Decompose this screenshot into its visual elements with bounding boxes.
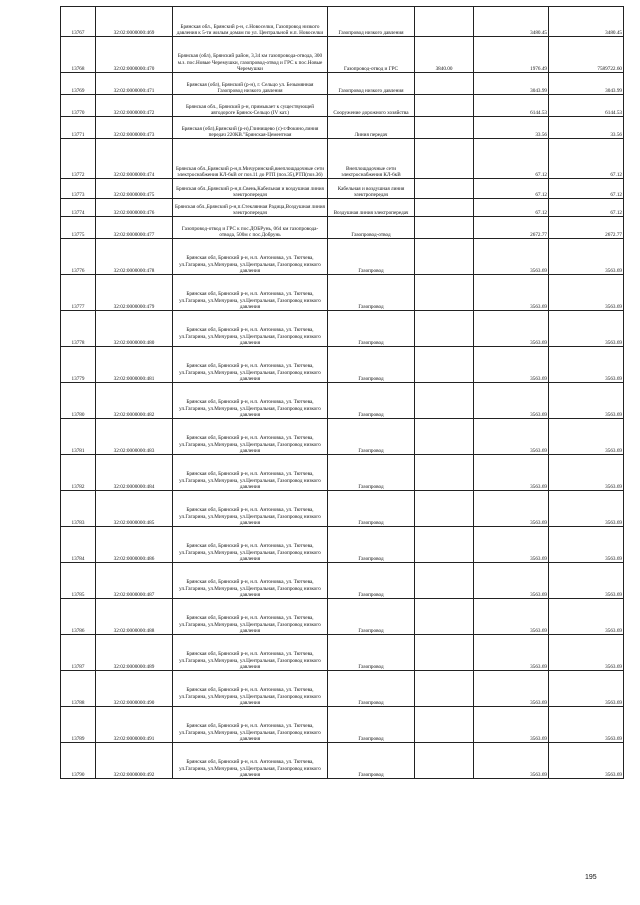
area-cell: [415, 743, 474, 779]
cadastral-value-cell: 33.56: [549, 117, 624, 139]
value-cell: 1976.49: [474, 37, 549, 73]
address-cell: Брянская обл, Брянский р-н, н.п. Антоновка, ул. Тютчева, ул.Гагарина, ул.Мичурина, ул.Центральная, Газопровод низкого давления: [173, 383, 328, 419]
object-name-cell: Кабельная и воздушная линия электропередач: [328, 179, 415, 199]
area-cell: [415, 239, 474, 275]
object-name-cell: Газопровод: [328, 599, 415, 635]
value-cell: 3043.99: [474, 73, 549, 95]
row-number-cell: 13790: [61, 743, 96, 779]
cadastral-number-cell: 32:02:0000000:479: [96, 275, 173, 311]
area-cell: [415, 707, 474, 743]
cadastral-value-cell: 3563.69: [549, 743, 624, 779]
page-number: 195: [585, 874, 597, 881]
table-row: [61, 73, 624, 95]
address-cell: Брянская обл, Брянский р-н, н.п. Антоновка, ул. Тютчева, ул.Гагарина, ул.Мичурина, ул.Центральная, Газопровод низкого давления: [173, 491, 328, 527]
object-name-cell: Газопровод-отвод: [328, 217, 415, 239]
value-cell: 67.12: [474, 199, 549, 217]
table-row: [61, 275, 624, 311]
object-name-cell: Линия передач: [328, 117, 415, 139]
cadastral-number-cell: 32:02:0000000:489: [96, 635, 173, 671]
table-row: [61, 311, 624, 347]
object-name-cell: Газопровод: [328, 527, 415, 563]
row-number-cell: 13768: [61, 37, 96, 73]
object-name-cell: Газопровод: [328, 707, 415, 743]
table-row: [61, 563, 624, 599]
table-row: [61, 179, 624, 199]
value-cell: 3563.69: [474, 635, 549, 671]
object-name-cell: Газопровод: [328, 743, 415, 779]
address-cell: Брянская обл, Брянский р-н, н.п. Антоновка, ул. Тютчева, ул.Гагарина, ул.Мичурина, ул.Центральная, Газопровод низкого давления: [173, 239, 328, 275]
value-cell: 2672.77: [474, 217, 549, 239]
table-row: [61, 491, 624, 527]
table-row: [61, 199, 624, 217]
area-cell: [415, 95, 474, 117]
object-name-cell: Газопровод низкого давления: [328, 7, 415, 37]
cadastral-value-cell: 3563.69: [549, 707, 624, 743]
cadastral-number-cell: 32:02:0000000:492: [96, 743, 173, 779]
row-number-cell: 13776: [61, 239, 96, 275]
row-number-cell: 13771: [61, 117, 96, 139]
cadastral-value-cell: 67.12: [549, 139, 624, 179]
row-number-cell: 13787: [61, 635, 96, 671]
address-cell: Брянская обл, Брянский р-н, н.п. Антоновка, ул. Тютчева, ул.Гагарина, ул.Мичурина, ул.Центральная, Газопровод низкого давления: [173, 707, 328, 743]
address-cell: Брянская обл.,Брянский р-н,п.Стеклянная Радица,Воздушная линия электропередач: [173, 199, 328, 217]
value-cell: 6144.53: [474, 95, 549, 117]
row-number-cell: 13781: [61, 419, 96, 455]
object-name-cell: Внеплощадочные сети электроснабжения КЛ-6кВ: [328, 139, 415, 179]
row-number-cell: 13778: [61, 311, 96, 347]
object-name-cell: Газопровод: [328, 635, 415, 671]
cadastral-value-cell: 2672.77: [549, 217, 624, 239]
area-cell: [415, 73, 474, 95]
value-cell: 3480.45: [474, 7, 549, 37]
cadastral-value-cell: 7589722.60: [549, 37, 624, 73]
address-cell: Брянская обл., Брянский р-н, с.Новоселки, Газопровод низкого давления к 5-ти жилым домам по ул. Центральной н.п. Новоселки: [173, 7, 328, 37]
cadastral-number-cell: 32:02:0000000:476: [96, 199, 173, 217]
cadastral-number-cell: 32:02:0000000:491: [96, 707, 173, 743]
table-row: [61, 239, 624, 275]
area-cell: [415, 527, 474, 563]
table-row: [61, 419, 624, 455]
address-cell: Газопровод-отвод и ГРС к пос.ДОБРунь, 064 км газопровода-отвода, 500м с пос.Добрунь: [173, 217, 328, 239]
object-name-cell: Газопровод: [328, 563, 415, 599]
value-cell: 67.12: [474, 179, 549, 199]
area-cell: [415, 383, 474, 419]
area-cell: [415, 599, 474, 635]
cadastral-number-cell: 32:02:0000000:469: [96, 7, 173, 37]
area-cell: [415, 179, 474, 199]
table-row: [61, 117, 624, 139]
value-cell: 33.56: [474, 117, 549, 139]
row-number-cell: 13785: [61, 563, 96, 599]
row-number-cell: 13780: [61, 383, 96, 419]
address-cell: Брянская обл, Брянский р-н, н.п. Антоновка, ул. Тютчева, ул.Гагарина, ул.Мичурина, ул.Центральная, Газопровод низкого давления: [173, 743, 328, 779]
cadastral-value-cell: 3563.69: [549, 563, 624, 599]
object-name-cell: Газопровод низкого давления: [328, 73, 415, 95]
table-row: [61, 743, 624, 779]
value-cell: 3563.69: [474, 455, 549, 491]
cadastral-number-cell: 32:02:0000000:473: [96, 117, 173, 139]
object-name-cell: Газопровод-отвод и ГРС: [328, 37, 415, 73]
address-cell: Брянская обл, Брянский р-н, н.п. Антоновка, ул. Тютчева, ул.Гагарина, ул.Мичурина, ул.Центральная, Газопровод низкого давления: [173, 419, 328, 455]
object-name-cell: Газопровод: [328, 311, 415, 347]
value-cell: 3563.69: [474, 743, 549, 779]
value-cell: 3563.69: [474, 419, 549, 455]
address-cell: Брянская обл, Брянский р-н, н.п. Антоновка, ул. Тютчева, ул.Гагарина, ул.Мичурина, ул.Центральная, Газопровод низкого давления: [173, 347, 328, 383]
cadastral-value-cell: 3563.69: [549, 671, 624, 707]
value-cell: 3563.69: [474, 527, 549, 563]
row-number-cell: 13770: [61, 95, 96, 117]
address-cell: Брянская обл., Брянский р-н, примыкает к существующей автодороге Брянск-Сельцо (IV кат.): [173, 95, 328, 117]
table-row: [61, 347, 624, 383]
table-row: [61, 95, 624, 117]
cadastral-number-cell: 32:02:0000000:472: [96, 95, 173, 117]
cadastral-value-cell: 3563.69: [549, 311, 624, 347]
table-row: [61, 217, 624, 239]
area-cell: 3840.00: [415, 37, 474, 73]
cadastral-number-cell: 32:02:0000000:485: [96, 491, 173, 527]
row-number-cell: 13786: [61, 599, 96, 635]
row-number-cell: 13767: [61, 7, 96, 37]
cadastral-value-cell: 6144.53: [549, 95, 624, 117]
table-row: [61, 635, 624, 671]
area-cell: [415, 491, 474, 527]
table-row: [61, 599, 624, 635]
cadastral-number-cell: 32:02:0000000:474: [96, 139, 173, 179]
cadastral-number-cell: 32:02:0000000:486: [96, 527, 173, 563]
address-cell: Брянская обл, Брянский р-н, н.п. Антоновка, ул. Тютчева, ул.Гагарина, ул.Мичурина, ул.Центральная, Газопровод низкого давления: [173, 527, 328, 563]
registry-table: [60, 6, 624, 779]
cadastral-value-cell: 67.12: [549, 199, 624, 217]
address-cell: Брянская обл, Брянский р-н, н.п. Антоновка, ул. Тютчева, ул.Гагарина, ул.Мичурина, ул.Центральная, Газопровод низкого давления: [173, 275, 328, 311]
row-number-cell: 13769: [61, 73, 96, 95]
cadastral-number-cell: 32:02:0000000:475: [96, 179, 173, 199]
cadastral-value-cell: 3480.45: [549, 7, 624, 37]
area-cell: [415, 275, 474, 311]
area-cell: [415, 311, 474, 347]
row-number-cell: 13773: [61, 179, 96, 199]
address-cell: Брянская обл, Брянский р-н, н.п. Антоновка, ул. Тютчева, ул.Гагарина, ул.Мичурина, ул.Центральная, Газопровод низкого давления: [173, 455, 328, 491]
row-number-cell: 13783: [61, 491, 96, 527]
area-cell: [415, 199, 474, 217]
address-cell: Брянская обл.,Брянский р-н,п.Свень,Кабельная и воздушная линия электропередач: [173, 179, 328, 199]
value-cell: 3563.69: [474, 563, 549, 599]
table-row: [61, 671, 624, 707]
table-row: [61, 455, 624, 491]
object-name-cell: Газопровод: [328, 383, 415, 419]
value-cell: 3563.69: [474, 707, 549, 743]
address-cell: Брянская обл, Брянский р-н, н.п. Антоновка, ул. Тютчева, ул.Гагарина, ул.Мичурина, ул.Центральная, Газопровод низкого давления: [173, 671, 328, 707]
address-cell: Брянская обл, Брянский р-н, н.п. Антоновка, ул. Тютчева, ул.Гагарина, ул.Мичурина, ул.Центральная, Газопровод низкого давления: [173, 635, 328, 671]
table-row: [61, 527, 624, 563]
row-number-cell: 13788: [61, 671, 96, 707]
value-cell: 3563.69: [474, 671, 549, 707]
row-number-cell: 13779: [61, 347, 96, 383]
address-cell: Брянская (обл),Брянский (р-н),Глинищево (с)-г.Фокино,линия передач 220КВ."Брянская-Цементная: [173, 117, 328, 139]
row-number-cell: 13789: [61, 707, 96, 743]
object-name-cell: Газопровод: [328, 671, 415, 707]
area-cell: [415, 419, 474, 455]
cadastral-number-cell: 32:02:0000000:471: [96, 73, 173, 95]
value-cell: 67.12: [474, 139, 549, 179]
row-number-cell: 13775: [61, 217, 96, 239]
address-cell: Брянская (обл), Брянский район, 3,34 км газопровода-отвода, 300 м.з. пос.Новые Черемушки, газопровод-отвод и ГРС к пос.Новые Черемушки: [173, 37, 328, 73]
cadastral-value-cell: 3563.69: [549, 635, 624, 671]
area-cell: [415, 117, 474, 139]
object-name-cell: Сооружение дорожного хозяйства: [328, 95, 415, 117]
value-cell: 3563.69: [474, 275, 549, 311]
cadastral-number-cell: 32:02:0000000:487: [96, 563, 173, 599]
area-cell: [415, 671, 474, 707]
area-cell: [415, 217, 474, 239]
cadastral-value-cell: 3563.69: [549, 527, 624, 563]
object-name-cell: Газопровод: [328, 419, 415, 455]
value-cell: 3563.69: [474, 383, 549, 419]
cadastral-number-cell: 32:02:0000000:483: [96, 419, 173, 455]
registry-table-body: [61, 7, 624, 779]
object-name-cell: Газопровод: [328, 491, 415, 527]
area-cell: [415, 347, 474, 383]
cadastral-number-cell: 32:02:0000000:470: [96, 37, 173, 73]
area-cell: [415, 455, 474, 491]
table-row: [61, 37, 624, 73]
area-cell: [415, 7, 474, 37]
cadastral-value-cell: 3563.69: [549, 275, 624, 311]
value-cell: 3563.69: [474, 599, 549, 635]
cadastral-number-cell: 32:02:0000000:478: [96, 239, 173, 275]
object-name-cell: Газопровод: [328, 347, 415, 383]
row-number-cell: 13777: [61, 275, 96, 311]
cadastral-value-cell: 3563.69: [549, 239, 624, 275]
address-cell: Брянская обл.,Брянский р-н,п.Мичуринский,внеплощадочные сети электроснабжения КЛ-6кВ от поз.11 до РТП (поз.35),РТП(поз.36): [173, 139, 328, 179]
object-name-cell: Газопровод: [328, 455, 415, 491]
cadastral-number-cell: 32:02:0000000:481: [96, 347, 173, 383]
cadastral-value-cell: 3563.69: [549, 419, 624, 455]
object-name-cell: Воздушная линия электропередач: [328, 199, 415, 217]
cadastral-value-cell: 3563.69: [549, 347, 624, 383]
cadastral-number-cell: 32:02:0000000:480: [96, 311, 173, 347]
table-row: [61, 7, 624, 37]
address-cell: Брянская обл, Брянский р-н, н.п. Антоновка, ул. Тютчева, ул.Гагарина, ул.Мичурина, ул.Центральная, Газопровод низкого давления: [173, 563, 328, 599]
table-row: [61, 383, 624, 419]
address-cell: Брянская (обл), Брянский (р-н), г. Сельцо ул. Безымянная Газопровод низкого давления: [173, 73, 328, 95]
cadastral-value-cell: 3043.99: [549, 73, 624, 95]
value-cell: 3563.69: [474, 239, 549, 275]
row-number-cell: 13772: [61, 139, 96, 179]
value-cell: 3563.69: [474, 491, 549, 527]
row-number-cell: 13784: [61, 527, 96, 563]
cadastral-value-cell: 3563.69: [549, 383, 624, 419]
cadastral-number-cell: 32:02:0000000:488: [96, 599, 173, 635]
cadastral-value-cell: 3563.69: [549, 455, 624, 491]
table-row: [61, 707, 624, 743]
object-name-cell: Газопровод: [328, 239, 415, 275]
area-cell: [415, 563, 474, 599]
object-name-cell: Газопровод: [328, 275, 415, 311]
area-cell: [415, 139, 474, 179]
value-cell: 3563.69: [474, 311, 549, 347]
address-cell: Брянская обл, Брянский р-н, н.п. Антоновка, ул. Тютчева, ул.Гагарина, ул.Мичурина, ул.Центральная, Газопровод низкого давления: [173, 311, 328, 347]
cadastral-number-cell: 32:02:0000000:477: [96, 217, 173, 239]
cadastral-number-cell: 32:02:0000000:482: [96, 383, 173, 419]
value-cell: 3563.69: [474, 347, 549, 383]
cadastral-value-cell: 3563.69: [549, 599, 624, 635]
cadastral-number-cell: 32:02:0000000:490: [96, 671, 173, 707]
table-row: [61, 139, 624, 179]
address-cell: Брянская обл, Брянский р-н, н.п. Антоновка, ул. Тютчева, ул.Гагарина, ул.Мичурина, ул.Центральная, Газопровод низкого давления: [173, 599, 328, 635]
area-cell: [415, 635, 474, 671]
row-number-cell: 13782: [61, 455, 96, 491]
cadastral-value-cell: 3563.69: [549, 491, 624, 527]
cadastral-number-cell: 32:02:0000000:484: [96, 455, 173, 491]
cadastral-value-cell: 67.12: [549, 179, 624, 199]
row-number-cell: 13774: [61, 199, 96, 217]
